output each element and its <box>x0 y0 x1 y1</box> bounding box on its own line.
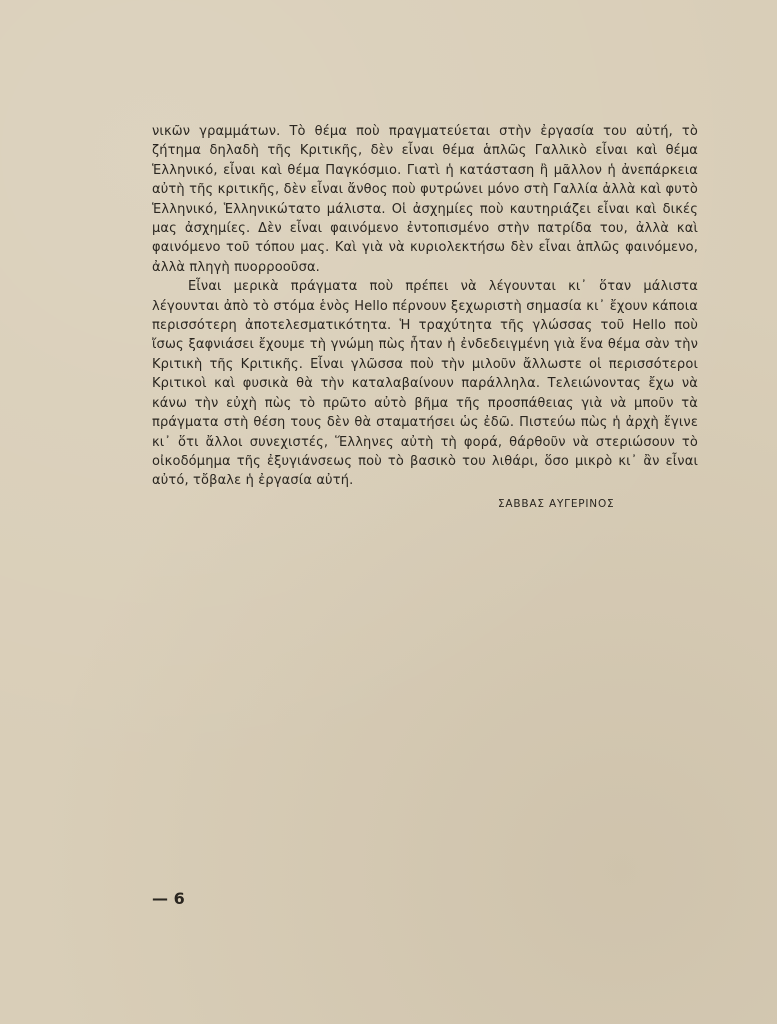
main-text <box>152 122 698 491</box>
paragraph: νικῶν γραμμάτων. Τὸ θέμα ποὺ πραγματεύεται στὴν ἐργασία του αὐτή, τὸ ζήτημα δηλαδὴ τῆς Κριτικῆς, δὲν εἶναι θέμα ἁπλῶς Γαλλικὸ εἶναι καὶ θέμα Ἑλληνικό, εἶναι καὶ θέμα Παγκόσμιο. Γιατὶ ἡ κατάσταση ἢ μᾶλλον ἡ ἀνεπάρκεια αὐτὴ τῆς κριτικῆς, δὲν εἶναι ἄνθος ποὺ φυτρώνει μόνο στὴ Γαλλία ἀλλὰ καὶ φυτὸ Ἑλληνικό, Ἑλληνικώτατο μάλιστα. Οἱ ἀσχημίες ποὺ καυτηριάζει εἶναι καὶ δικές μας ἀσχημίες. Δὲν εἶναι φαινόμενο ἐντοπισμένο στὴν πατρίδα του, ἀλλὰ καὶ φαινόμενο τοῦ τόπου μας. Καὶ γιὰ νὰ κυριολεκτήσω δὲν εἶναι ἁπλῶς φαινόμενο, ἀλλὰ πληγὴ πυορροοῦσα. <box>152 124 698 275</box>
author-signature: ΣΑΒΒΑΣ ΑΥΓΕΡΙΝΟΣ <box>498 498 615 510</box>
page-number: — 6 <box>152 889 185 908</box>
paragraph: Εἶναι μερικὰ πράγματα ποὺ πρέπει νὰ λέγουνται κι᾽ ὅταν μάλιστα λέγουνται ἀπὸ τὸ στόμα ἑνὸς Hello πέρνουν ξεχωριστὴ σημασία κι᾽ ἔχουν κάποια περισσότερη ἀποτελεσματικότητα. Ἡ τραχύτητα τῆς γλώσσας τοῦ Hello ποὺ ἴσως ξαφνιάσει ἔχουμε τὴ γνώμη πὼς ἦταν ἡ ἐνδεδειγμένη γιὰ ἕνα θέμα σὰν τὴν Κριτικὴ τῆς Κριτικῆς. Εἶναι γλῶσσα ποὺ τὴν μιλοῦν ἄλλωστε οἱ περισσότεροι Κριτικοὶ καὶ φυσικὰ θὰ τὴν καταλαβαίνουν παράλληλα. Τελειώνοντας ἔχω νὰ κάνω τὴν εὐχὴ πὼς τὸ πρῶτο αὐτὸ βῆμα τῆς προσπάθειας γιὰ νὰ μποῦν τὰ πράγματα στὴ θέση τους δὲν θὰ σταματήσει ὡς ἐδῶ. Πιστεύω πὼς ἡ ἀρχὴ ἔγινε κι᾽ ὅτι ἄλλοι συνεχιστές, Ἕλληνες αὐτὴ τὴ φορά, θάρθοῦν νὰ στεριώσουν τὸ οἰκοδόμημα τῆς ἐξυγιάνσεως ποὺ τὸ βασικὸ του λιθάρι, ὅσο μικρὸ κι᾽ ἂν εἶναι αὐτό, τὄβαλε ἡ ἐργασία αὐτή. <box>152 279 698 489</box>
